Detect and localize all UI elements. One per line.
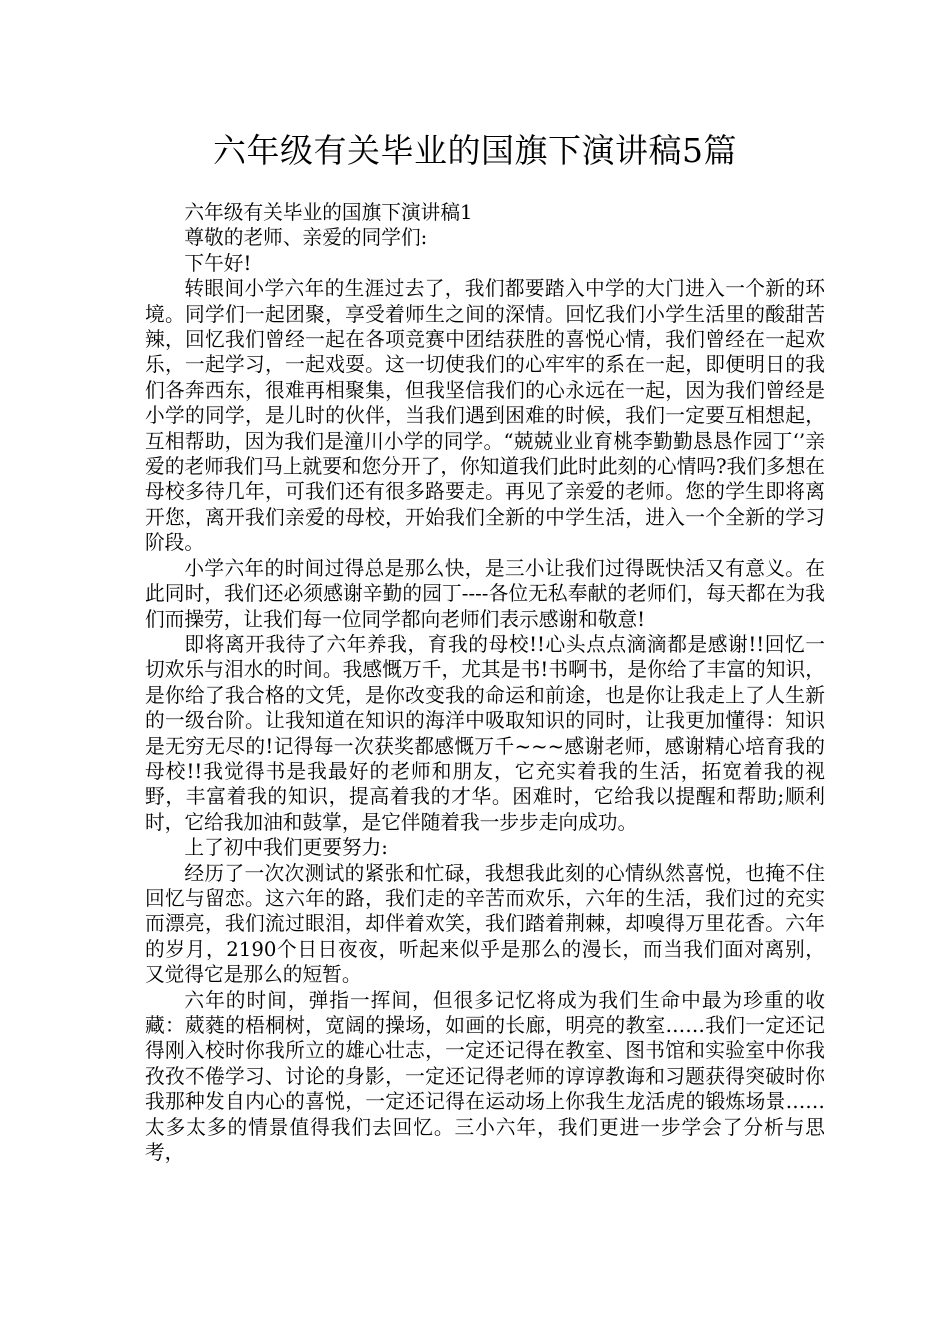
paragraph-6: 六年的时间，弹指一挥间，但很多记忆将成为我们生命中最为珍重的收藏：葳蕤的梧桐树，宽阔的操场，如画的长廊，明亮的教室……我们一定还记得刚入校时你我所立的雄心壮志，一定还记得在教室、图书馆和实验室中你我孜孜不倦学习、讨论的身影，一定还记得老师的谆谆教诲和习题获得突破时你我那种发自内心的喜悦，一定还记得在运动场上你我生龙活虎的锻炼场景……太多太多的情景值得我们去回忆。三小六年，我们更进一步学会了分析与思考， xyxy=(145,988,825,1165)
paragraph-3: 即将离开我待了六年养我，育我的母校!!心头点点滴滴都是感谢!!回忆一切欢乐与泪水的时间。我感慨万千，尤其是书!书啊书，是你给了丰富的知识，是你给了我合格的文凭，是你改变我的命运和前途，也是你让我走上了人生新的一级台阶。让我知道在知识的海洋中吸取知识的同时，让我更加懂得：知识是无穷无尽的!记得每一次获奖都感慨万千~~~感谢老师，感谢精心培育我的母校!!我觉得书是我最好的老师和朋友，它充实着我的生活，拓宽着我的视野，丰富着我的知识，提高着我的才华。困难时，它给我以提醒和帮助;顺利时，它给我加油和鼓掌，是它伴随着我一步步走向成功。 xyxy=(145,632,825,834)
speech-salutation: 尊敬的老师、亲爱的同学们: xyxy=(184,226,428,250)
document-body xyxy=(145,200,825,1165)
paragraph-4: 上了初中我们更要努力: xyxy=(184,836,388,860)
paragraph-5: 经历了一次次测试的紧张和忙碌，我想我此刻的心情纵然喜悦，也掩不住回忆与留恋。这六年的路，我们走的辛苦而欢乐，六年的生活，我们过的充实而漂亮，我们流过眼泪，却伴着欢笑，我们踏着荆棘，却嗅得万里花香。六年的岁月，2190个日日夜夜，听起来似乎是那么的漫长，而当我们面对离别，又觉得它是那么的短暂。 xyxy=(145,861,825,987)
speech-greeting: 下午好! xyxy=(184,251,252,275)
paragraph-2: 小学六年的时间过得总是那么快，是三小让我们过得既快活又有意义。在此同时，我们还必须感谢辛勤的园丁----各位无私奉献的老师们，每天都在为我们而操劳，让我们每一位同学都向老师们表示感谢和敬意! xyxy=(145,556,825,631)
document-title: 六年级有关毕业的国旗下演讲稿5篇 xyxy=(213,131,737,170)
speech-subtitle: 六年级有关毕业的国旗下演讲稿1 xyxy=(184,201,473,224)
paragraph-1: 转眼间小学六年的生涯过去了，我们都要踏入中学的大门进入一个新的环境。同学们一起团聚，享受着师生之间的深情。回忆我们小学生活里的酸甜苦辣，回忆我们曾经一起在各项竞赛中团结获胜的喜悦心情，我们曾经在一起欢乐，一起学习，一起戏耍。这一切使我们的心牢牢的系在一起，即便明日的我们各奔西东，很难再相聚集，但我坚信我们的心永远在一起，因为我们曾经是小学的同学，是儿时的伙伴，当我们遇到困难的时候，我们一定要互相想起，互相帮助，因为我们是潼川小学的同学。“兢兢业业育桃李勤勤恳恳作园丁‘’亲爱的老师我们马上就要和您分开了，你知道我们此时此刻的心情吗?我们多想在母校多待几年，可我们还有很多路要走。再见了亲爱的老师。您的学生即将离开您，离开我们亲爱的母校，开始我们全新的中学生活，进入一个全新的学习阶段。 xyxy=(145,277,825,555)
